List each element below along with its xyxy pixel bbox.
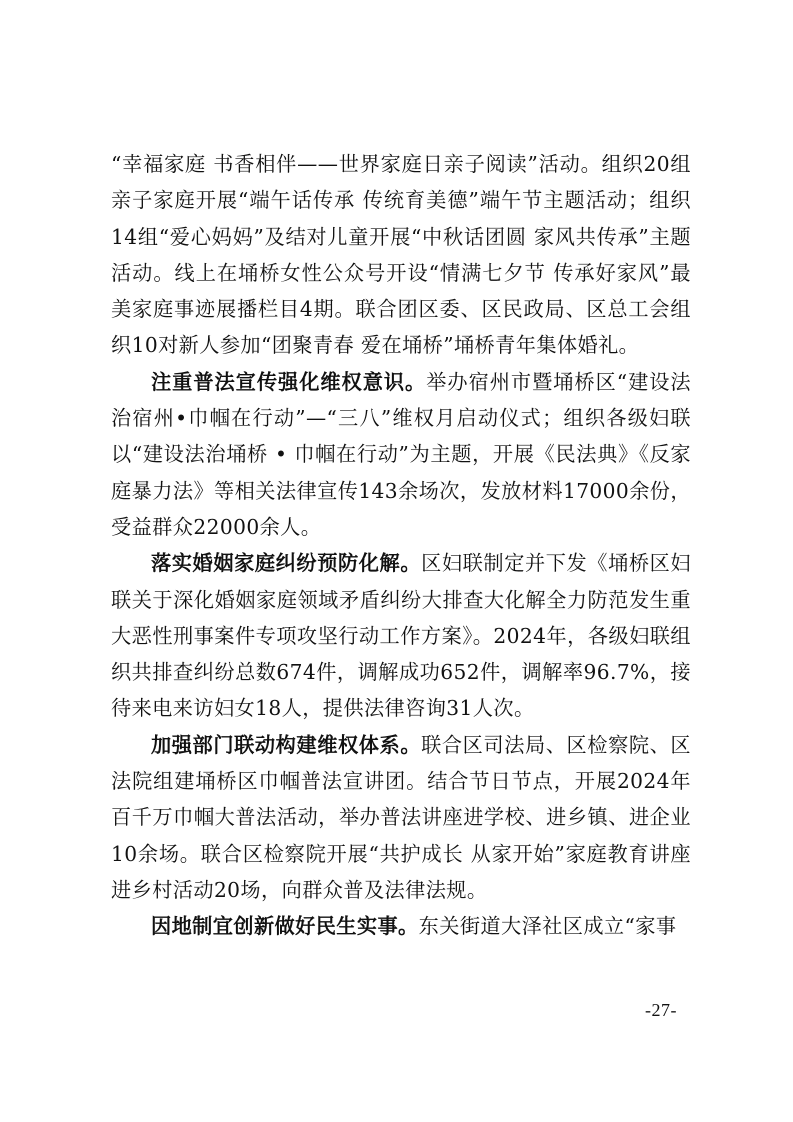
paragraph-heading: 落实婚姻家庭纠纷预防化解。: [151, 551, 422, 576]
paragraph-text: 举办宿州市暨埇桥区“建设法治宿州•巾帼在行动”—“三八”维权月启动仪式；组织各级妇联以“建设法治埇桥 • 巾帼在行动”为主题，开展《民法典》《反家庭暴力法》等相关法律宣传143余场次，发放材料17000余份，受益群众22000余人。: [111, 369, 692, 539]
page-number: -27-: [645, 1000, 677, 1020]
paragraph-heading: 加强部门联动构建维权体系。: [151, 732, 422, 757]
page-body: [111, 146, 691, 945]
paragraph-text: 东关街道大泽社区成立“家事: [418, 914, 677, 939]
paragraph-dispute-resolution: [111, 545, 691, 726]
paragraph-heading: 注重普法宣传强化维权意识。: [151, 369, 427, 394]
paragraph-continuation: [111, 146, 691, 364]
paragraph-livelihood: [111, 908, 691, 944]
paragraph-text: “幸福家庭 书香相伴——世界家庭日亲子阅读”活动。组织20组亲子家庭开展“端午话传承 传统育美德”端午节主题活动；组织14组“爱心妈妈”及结对儿童开展“中秋话团圆 家风共传承”主题活动。线上在埇桥女性公众号开设“情满七夕节 传承好家风”最美家庭事迹展播栏目4期。联合团区委、区民政局、区总工会组织10对新人参加“团聚青春 爱在埇桥”埇桥青年集体婚礼。: [111, 152, 691, 358]
paragraph-text: 区妇联制定并下发《埇桥区妇联关于深化婚姻家庭领域矛盾纠纷大排查大化解全力防范发生重大恶性刑事案件专项攻坚行动工作方案》。2024年，各级妇联组织共排查纠纷总数674件，调解成功652件，调解率96.7%，接待来电来访妇女18人，提供法律咨询31人次。: [111, 551, 691, 721]
paragraph-department-linkage: [111, 727, 691, 908]
paragraph-text: 联合区司法局、区检察院、区法院组建埇桥区巾帼普法宣讲团。结合节日节点，开展2024年百千万巾帼大普法活动，举办普法讲座进学校、进乡镇、进企业10余场。联合区检察院开展“共护成长 从家开始”家庭教育讲座进乡村活动20场，向群众普及法律法规。: [111, 732, 691, 902]
paragraph-heading: 因地制宜创新做好民生实事。: [151, 914, 419, 939]
paragraph-legal-publicity: [111, 364, 691, 545]
